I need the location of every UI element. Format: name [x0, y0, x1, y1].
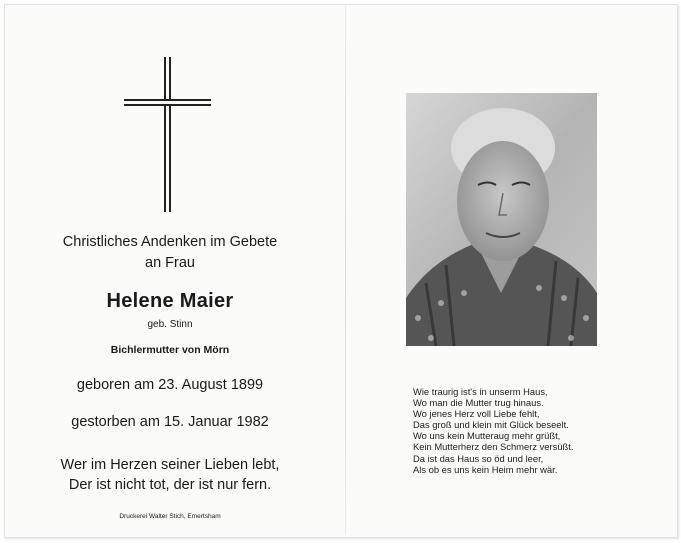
- printer-imprint: Druckerei Walter Stich, Emertsham: [119, 513, 221, 520]
- deceased-title: Bichlermutter von Mörn: [110, 344, 230, 356]
- intro-line: Christliches Andenken im Gebete: [62, 234, 278, 250]
- poem-line: Da ist das Haus so öd und leer,: [413, 452, 544, 464]
- portrait-photo: [406, 93, 597, 346]
- poem-line: Wo uns kein Mutteraug mehr grüßt,: [413, 430, 561, 442]
- verse-line-2: Der ist nicht tot, der ist nur fern.: [68, 477, 272, 493]
- birth-date: geboren am 23. August 1899: [76, 377, 264, 393]
- poem-line: Wie traurig ist's in unserm Haus,: [413, 386, 548, 397]
- deceased-name: Helene Maier: [106, 290, 234, 312]
- death-date: gestorben am 15. Januar 1982: [71, 414, 269, 430]
- poem-line: Das groß und klein mit Glück beseelt.: [413, 419, 569, 431]
- card-fold: [345, 5, 346, 535]
- poem-line: Kein Mutterherz den Schmerz versüßt.: [413, 441, 574, 453]
- poem-line: Wo man die Mutter trug hinaus.: [413, 397, 544, 409]
- maiden-name: geb. Stinn: [147, 319, 193, 330]
- poem-line: Als ob es uns kein Heim mehr wär.: [413, 463, 558, 475]
- poem-line: Wo jenes Herz voll Liebe fehlt,: [413, 408, 540, 420]
- poem: [413, 386, 663, 475]
- verse-line-1: Wer im Herzen seiner Lieben lebt,: [60, 457, 280, 473]
- intro-line-2: an Frau: [145, 255, 195, 271]
